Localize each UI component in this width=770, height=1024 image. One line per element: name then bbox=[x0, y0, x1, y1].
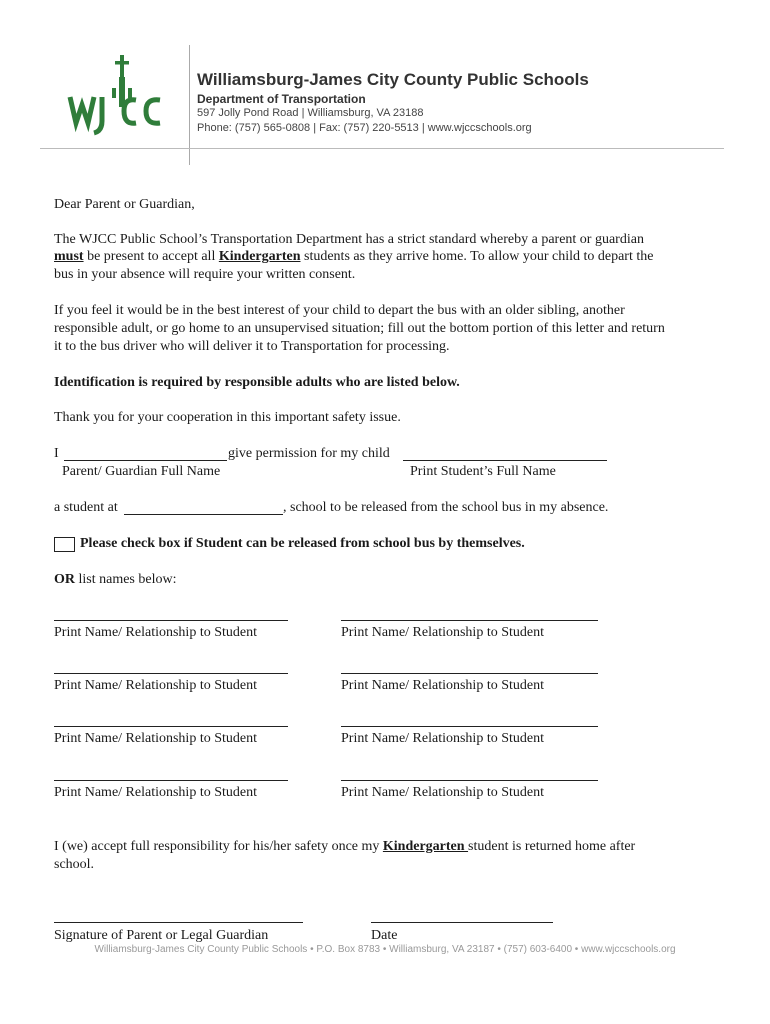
department-contact: Phone: (757) 565-0808 | Fax: (757) 220-5513 | www.wjccschools.org bbox=[197, 122, 532, 134]
parent-name-caption: Parent/ Guardian Full Name bbox=[62, 464, 221, 479]
acceptance-text-a: I (we) accept full responsibility for his/her safety once my bbox=[54, 839, 383, 854]
date-field[interactable] bbox=[371, 922, 553, 923]
permission-text: give permission for my child bbox=[228, 446, 390, 461]
paragraph-1-line-1: The WJCC Public School’s Transportation Department has a strict standard whereby a parent or guardian bbox=[54, 232, 644, 247]
name-field-1-right[interactable] bbox=[341, 620, 598, 621]
name-field-4-right[interactable] bbox=[341, 780, 598, 781]
header-horizontal-divider bbox=[40, 148, 724, 149]
name-caption-4-right: Print Name/ Relationship to Student bbox=[341, 785, 544, 800]
name-caption-4-left: Print Name/ Relationship to Student bbox=[54, 785, 257, 800]
name-caption-1-left: Print Name/ Relationship to Student bbox=[54, 625, 257, 640]
name-caption-2-right: Print Name/ Relationship to Student bbox=[341, 678, 544, 693]
student-at-label: a student at bbox=[54, 500, 118, 515]
district-title: Williamsburg-James City County Public Schools bbox=[197, 70, 589, 89]
department-address: 597 Jolly Pond Road | Williamsburg, VA 23188 bbox=[197, 107, 424, 119]
parent-name-field[interactable] bbox=[64, 460, 227, 461]
paragraph-1-text-b: be present to accept all bbox=[83, 249, 219, 264]
paragraph-2-line-2: responsible adult, or go home to an unsupervised situation; fill out the bottom portion of this letter and return bbox=[54, 321, 665, 336]
name-caption-3-left: Print Name/ Relationship to Student bbox=[54, 731, 257, 746]
logo-text: wjcc bbox=[66, 141, 68, 142]
must-emphasis: must bbox=[54, 249, 84, 264]
wjcc-logo bbox=[66, 53, 166, 143]
name-field-2-right[interactable] bbox=[341, 673, 598, 674]
signature-caption: Signature of Parent or Legal Guardian bbox=[54, 928, 269, 943]
paragraph-1-line-3: bus in your absence will require your written consent. bbox=[54, 267, 356, 282]
permission-i: I bbox=[54, 446, 59, 461]
acceptance-line-1 bbox=[54, 838, 635, 856]
date-caption: Date bbox=[371, 928, 398, 943]
thank-you-line: Thank you for your cooperation in this important safety issue. bbox=[54, 410, 401, 425]
name-caption-2-left: Print Name/ Relationship to Student bbox=[54, 678, 257, 693]
name-caption-3-right: Print Name/ Relationship to Student bbox=[341, 731, 544, 746]
acceptance-kindergarten: Kindergarten bbox=[382, 839, 469, 854]
name-field-4-left[interactable] bbox=[54, 780, 288, 781]
self-release-checkbox[interactable] bbox=[54, 537, 75, 552]
acceptance-text-b: student is returned home after bbox=[468, 839, 636, 854]
name-field-1-left[interactable] bbox=[54, 620, 288, 621]
page-footer: Williamsburg-James City County Public Schools • P.O. Box 8783 • Williamsburg, VA 23187 • (757) 603-6400 • www.wjccschools.org bbox=[94, 944, 676, 955]
name-field-3-left[interactable] bbox=[54, 726, 288, 727]
salutation: Dear Parent or Guardian, bbox=[54, 197, 195, 212]
signature-field[interactable] bbox=[54, 922, 303, 923]
kindergarten-emphasis: Kindergarten bbox=[218, 249, 301, 264]
paragraph-2-line-3: it to the bus driver who will deliver it to Transportation for processing. bbox=[54, 339, 450, 354]
header-vertical-divider bbox=[189, 45, 190, 165]
school-name-field[interactable] bbox=[124, 514, 283, 515]
or-list-names bbox=[54, 571, 177, 589]
acceptance-line-2: school. bbox=[54, 857, 95, 872]
name-field-2-left[interactable] bbox=[54, 673, 288, 674]
name-field-3-right[interactable] bbox=[341, 726, 598, 727]
paragraph-1-line-2 bbox=[54, 248, 653, 266]
school-release-text: , school to be released from the school bus in my absence. bbox=[283, 500, 609, 515]
identification-notice: Identification is required by responsible adults who are listed below. bbox=[54, 375, 460, 390]
self-release-checkbox-label: Please check box if Student can be released from school bus by themselves. bbox=[80, 536, 525, 551]
department-name: Department of Transportation bbox=[197, 92, 366, 106]
student-name-field[interactable] bbox=[403, 460, 607, 461]
paragraph-2-line-1: If you feel it would be in the best interest of your child to depart the bus with an older sibling, another bbox=[54, 303, 625, 318]
name-caption-1-right: Print Name/ Relationship to Student bbox=[341, 625, 544, 640]
paragraph-1-text-c: students as they arrive home. To allow your child to depart the bbox=[300, 249, 654, 264]
or-word: OR bbox=[54, 572, 75, 587]
student-name-caption: Print Student’s Full Name bbox=[410, 464, 556, 479]
or-rest: list names below: bbox=[75, 572, 177, 587]
